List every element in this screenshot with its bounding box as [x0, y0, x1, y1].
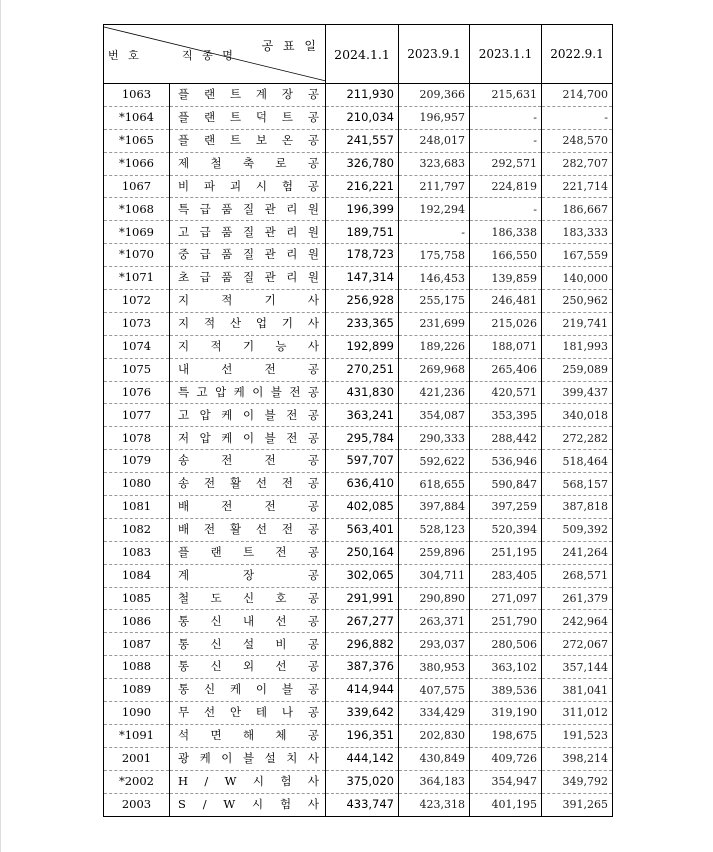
table-row: [104, 312, 613, 335]
wage-value-cell-4: 214,700: [542, 84, 613, 107]
wage-value-cell-2: 430,849: [399, 747, 470, 770]
job-name-cell: [170, 587, 326, 610]
wage-value-cell-2: 354,087: [399, 404, 470, 427]
wage-value-cell-2: 146,453: [399, 267, 470, 290]
corner-label-number: 번 호: [108, 49, 142, 62]
job-name-cell: [170, 106, 326, 129]
table-row: [104, 106, 613, 129]
wage-value-cell-2: 211,797: [399, 175, 470, 198]
job-name-text: 통 신 외 선 공: [178, 659, 319, 674]
job-name-text: 배 전 활 선 전 공: [178, 522, 319, 537]
wage-value-cell-4: 518,464: [542, 450, 613, 473]
job-name-cell: [170, 770, 326, 793]
row-number-cell: 2001: [104, 747, 170, 770]
table-row: [104, 747, 613, 770]
wage-value-cell-4: 183,333: [542, 221, 613, 244]
wage-value-cell-3: 224,819: [470, 175, 542, 198]
job-name-text: 통 신 내 선 공: [178, 613, 319, 628]
wage-value-cell-2: 231,699: [399, 312, 470, 335]
wage-value-cell-3: 363,102: [470, 656, 542, 679]
wage-value-cell-4: 399,437: [542, 381, 613, 404]
wage-value-cell-3: 397,259: [470, 496, 542, 519]
wage-value-cell-2: 364,183: [399, 770, 470, 793]
corner-label-job-name: 직 종 명: [182, 49, 236, 62]
wage-value-cell-2: 380,953: [399, 656, 470, 679]
row-number-cell: 1067: [104, 175, 170, 198]
job-name-cell: [170, 427, 326, 450]
row-number-cell: 1086: [104, 610, 170, 633]
wage-value-cell-2: 259,896: [399, 541, 470, 564]
wage-value-cell-1: 196,399: [326, 198, 399, 221]
table-row: [104, 564, 613, 587]
job-name-cell: [170, 793, 326, 816]
table-row: [104, 358, 613, 381]
job-name-cell: [170, 564, 326, 587]
job-name-text: 지 적 산 업 기 사: [178, 316, 319, 331]
wage-value-cell-2: 334,429: [399, 702, 470, 725]
table-row: [104, 84, 613, 107]
wage-value-cell-1: 375,020: [326, 770, 399, 793]
wage-value-cell-1: 431,830: [326, 381, 399, 404]
wage-value-cell-4: 167,559: [542, 244, 613, 267]
job-name-text: 철 도 신 호 공: [178, 590, 319, 605]
wage-value-cell-3: -: [470, 129, 542, 152]
job-name-cell: [170, 267, 326, 290]
job-name-text: 초 급 품 질 관 리 원: [178, 270, 319, 285]
wage-value-cell-2: 269,968: [399, 358, 470, 381]
job-name-cell: [170, 152, 326, 175]
job-name-cell: [170, 381, 326, 404]
job-name-cell: [170, 496, 326, 519]
job-name-cell: [170, 656, 326, 679]
wage-value-cell-4: 191,523: [542, 724, 613, 747]
job-name-text: 계 장 공: [178, 567, 319, 582]
row-number-cell: 1073: [104, 312, 170, 335]
wage-value-cell-3: 198,675: [470, 724, 542, 747]
job-name-cell: [170, 702, 326, 725]
job-name-cell: [170, 244, 326, 267]
wage-value-cell-3: 354,947: [470, 770, 542, 793]
row-number-cell: 1076: [104, 381, 170, 404]
wage-value-cell-1: 250,164: [326, 541, 399, 564]
wage-value-cell-4: 242,964: [542, 610, 613, 633]
row-number-cell: 2003: [104, 793, 170, 816]
row-number-cell: 1089: [104, 679, 170, 702]
wage-value-cell-3: 215,631: [470, 84, 542, 107]
job-name-cell: [170, 724, 326, 747]
wage-value-cell-1: 210,034: [326, 106, 399, 129]
job-name-cell: [170, 175, 326, 198]
row-number-cell: 1063: [104, 84, 170, 107]
wage-value-cell-1: 402,085: [326, 496, 399, 519]
job-name-text: 지 적 기 사: [178, 293, 319, 308]
column-header-date-4: 2022.9.1: [542, 25, 613, 84]
row-number-cell: *1065: [104, 129, 170, 152]
job-name-text: 석 면 해 체 공: [178, 728, 319, 743]
wage-value-cell-2: 423,318: [399, 793, 470, 816]
job-name-cell: [170, 129, 326, 152]
wage-value-cell-1: 296,882: [326, 633, 399, 656]
job-name-cell: [170, 518, 326, 541]
row-number-cell: *1066: [104, 152, 170, 175]
wage-value-cell-2: 175,758: [399, 244, 470, 267]
row-number-cell: 1080: [104, 473, 170, 496]
row-number-cell: *1064: [104, 106, 170, 129]
column-header-date-2: 2023.9.1: [399, 25, 470, 84]
wage-value-cell-1: 233,365: [326, 312, 399, 335]
table-row: [104, 381, 613, 404]
job-name-text: 특 고 압 케 이 블 전 공: [178, 384, 319, 399]
wage-value-cell-3: 420,571: [470, 381, 542, 404]
job-name-text: 지 적 기 능 사: [178, 338, 319, 353]
wage-value-cell-4: 509,392: [542, 518, 613, 541]
row-number-cell: 1079: [104, 450, 170, 473]
wage-value-cell-2: 209,366: [399, 84, 470, 107]
wage-value-cell-2: 304,711: [399, 564, 470, 587]
table-row: [104, 450, 613, 473]
row-number-cell: 1087: [104, 633, 170, 656]
wage-value-cell-1: 597,707: [326, 450, 399, 473]
wage-value-cell-3: 353,395: [470, 404, 542, 427]
wage-value-cell-1: 189,751: [326, 221, 399, 244]
wage-value-cell-1: 267,277: [326, 610, 399, 633]
wage-value-cell-4: 261,379: [542, 587, 613, 610]
job-name-text: 송 전 전 공: [178, 453, 319, 468]
wage-value-cell-4: 268,571: [542, 564, 613, 587]
wage-value-cell-4: 186,667: [542, 198, 613, 221]
wage-value-cell-1: 414,944: [326, 679, 399, 702]
wage-value-cell-4: 340,018: [542, 404, 613, 427]
table-row: [104, 518, 613, 541]
wage-value-cell-4: 349,792: [542, 770, 613, 793]
row-number-cell: 1084: [104, 564, 170, 587]
wage-value-cell-4: 391,265: [542, 793, 613, 816]
header-corner-cell: [104, 25, 326, 84]
wage-value-cell-3: 319,190: [470, 702, 542, 725]
wage-value-cell-3: 246,481: [470, 290, 542, 313]
wage-value-cell-3: 590,847: [470, 473, 542, 496]
wage-value-cell-2: 407,575: [399, 679, 470, 702]
wage-value-cell-2: 592,622: [399, 450, 470, 473]
row-number-cell: *1091: [104, 724, 170, 747]
row-number-cell: 1075: [104, 358, 170, 381]
job-name-text: 배 전 전 공: [178, 499, 319, 514]
wage-value-cell-4: 241,264: [542, 541, 613, 564]
wage-value-cell-4: 387,818: [542, 496, 613, 519]
table-row: [104, 152, 613, 175]
job-name-cell: [170, 312, 326, 335]
wage-value-cell-3: 139,859: [470, 267, 542, 290]
wage-value-cell-1: 178,723: [326, 244, 399, 267]
table-row: [104, 290, 613, 313]
table-row: [104, 473, 613, 496]
page-left-edge: [0, 0, 1, 852]
table-row: [104, 198, 613, 221]
wage-value-cell-2: 293,037: [399, 633, 470, 656]
wage-value-cell-4: 140,000: [542, 267, 613, 290]
wage-value-cell-4: 398,214: [542, 747, 613, 770]
job-name-cell: [170, 198, 326, 221]
column-header-date-3: 2023.1.1: [470, 25, 542, 84]
job-name-text: 통 신 설 비 공: [178, 636, 319, 651]
wage-value-cell-3: 186,338: [470, 221, 542, 244]
wage-value-cell-2: 255,175: [399, 290, 470, 313]
wage-value-cell-4: 568,157: [542, 473, 613, 496]
wage-value-cell-4: 311,012: [542, 702, 613, 725]
table-row: [104, 770, 613, 793]
row-number-cell: 1074: [104, 335, 170, 358]
wage-value-cell-3: 292,571: [470, 152, 542, 175]
row-number-cell: *1069: [104, 221, 170, 244]
row-number-cell: 1083: [104, 541, 170, 564]
wage-value-cell-2: 263,371: [399, 610, 470, 633]
row-number-cell: *1071: [104, 267, 170, 290]
table-row: [104, 221, 613, 244]
wage-value-cell-3: 251,790: [470, 610, 542, 633]
table-row: [104, 427, 613, 450]
job-name-cell: [170, 404, 326, 427]
wage-value-cell-4: 250,962: [542, 290, 613, 313]
table-row: [104, 541, 613, 564]
table-row: [104, 587, 613, 610]
row-number-cell: 1085: [104, 587, 170, 610]
wage-value-cell-3: 401,195: [470, 793, 542, 816]
wage-value-cell-1: 256,928: [326, 290, 399, 313]
wage-value-cell-3: 188,071: [470, 335, 542, 358]
corner-label-announce-date: 공 표 일: [261, 39, 319, 53]
job-name-text: 고 급 품 질 관 리 원: [178, 224, 319, 239]
job-name-text: S / W 시 험 사: [178, 796, 319, 811]
job-name-cell: [170, 335, 326, 358]
row-number-cell: *1070: [104, 244, 170, 267]
table-row: [104, 496, 613, 519]
wage-value-cell-1: 291,991: [326, 587, 399, 610]
job-name-cell: [170, 290, 326, 313]
table-row: [104, 724, 613, 747]
job-name-text: 플 랜 트 보 온 공: [178, 132, 319, 147]
wage-value-cell-2: 528,123: [399, 518, 470, 541]
table-row: [104, 656, 613, 679]
job-name-text: 플 랜 트 덕 트 공: [178, 110, 319, 125]
table-row: [104, 702, 613, 725]
row-number-cell: 1077: [104, 404, 170, 427]
header-row: [104, 25, 613, 84]
table-row: [104, 129, 613, 152]
job-name-text: 플 랜 트 전 공: [178, 545, 319, 559]
job-name-text: 통 신 케 이 블 공: [178, 682, 319, 697]
job-name-text: 내 선 전 공: [178, 361, 319, 376]
wage-value-cell-3: 251,195: [470, 541, 542, 564]
wage-value-cell-1: 295,784: [326, 427, 399, 450]
wage-value-cell-1: 147,314: [326, 267, 399, 290]
wage-value-cell-2: 189,226: [399, 335, 470, 358]
wage-value-cell-2: 618,655: [399, 473, 470, 496]
row-number-cell: 1088: [104, 656, 170, 679]
column-header-date-1: 2024.1.1: [326, 25, 399, 84]
wage-value-cell-3: 520,394: [470, 518, 542, 541]
row-number-cell: 1078: [104, 427, 170, 450]
job-name-cell: [170, 358, 326, 381]
wage-value-cell-3: 288,442: [470, 427, 542, 450]
wage-value-cell-1: 636,410: [326, 473, 399, 496]
wage-value-cell-4: 181,993: [542, 335, 613, 358]
job-name-text: 비 파 괴 시 험 공: [178, 178, 319, 193]
wage-value-cell-3: -: [470, 198, 542, 221]
wage-value-cell-1: 326,780: [326, 152, 399, 175]
table-row: [104, 404, 613, 427]
wage-value-cell-4: 282,707: [542, 152, 613, 175]
job-name-cell: [170, 610, 326, 633]
wage-value-cell-3: 166,550: [470, 244, 542, 267]
wage-value-cell-3: 409,726: [470, 747, 542, 770]
wage-value-cell-3: 283,405: [470, 564, 542, 587]
wage-value-cell-2: 421,236: [399, 381, 470, 404]
wage-value-cell-2: 196,957: [399, 106, 470, 129]
wage-value-cell-2: 202,830: [399, 724, 470, 747]
wage-value-cell-2: 248,017: [399, 129, 470, 152]
job-name-text: 중 급 품 질 관 리 원: [178, 247, 319, 262]
job-name-cell: [170, 473, 326, 496]
wage-value-cell-2: 323,683: [399, 152, 470, 175]
table-row: [104, 610, 613, 633]
table-row: [104, 679, 613, 702]
wage-value-cell-4: 248,570: [542, 129, 613, 152]
wage-value-cell-3: 271,097: [470, 587, 542, 610]
job-name-text: 무 선 안 테 나 공: [178, 705, 319, 720]
job-name-text: 저 압 케 이 블 전 공: [178, 430, 319, 445]
wage-value-cell-1: 302,065: [326, 564, 399, 587]
job-name-cell: [170, 450, 326, 473]
wage-value-cell-1: 563,401: [326, 518, 399, 541]
wage-value-cell-1: 387,376: [326, 656, 399, 679]
job-name-text: 광 케 이 블 설 치 사: [178, 751, 319, 766]
table-row: [104, 175, 613, 198]
wage-value-cell-2: 290,333: [399, 427, 470, 450]
job-name-cell: [170, 747, 326, 770]
job-name-text: 특 급 품 질 관 리 원: [178, 201, 319, 216]
job-name-text: 제 철 축 로 공: [178, 155, 319, 170]
wage-value-cell-1: 192,899: [326, 335, 399, 358]
wage-value-cell-1: 363,241: [326, 404, 399, 427]
row-number-cell: 1082: [104, 518, 170, 541]
wage-value-cell-3: 389,536: [470, 679, 542, 702]
wage-value-cell-3: -: [470, 106, 542, 129]
job-name-cell: [170, 84, 326, 107]
row-number-cell: 1090: [104, 702, 170, 725]
row-number-cell: *2002: [104, 770, 170, 793]
wage-value-cell-3: 536,946: [470, 450, 542, 473]
wage-value-cell-3: 215,026: [470, 312, 542, 335]
wage-value-cell-3: 280,506: [470, 633, 542, 656]
wage-value-cell-1: 270,251: [326, 358, 399, 381]
wage-value-cell-4: 381,041: [542, 679, 613, 702]
table-row: [104, 633, 613, 656]
wage-value-cell-4: -: [542, 106, 613, 129]
row-number-cell: 1072: [104, 290, 170, 313]
wage-value-cell-1: 433,747: [326, 793, 399, 816]
wage-value-cell-2: 397,884: [399, 496, 470, 519]
wage-value-cell-1: 241,557: [326, 129, 399, 152]
job-name-cell: [170, 633, 326, 656]
job-name-cell: [170, 541, 326, 564]
wage-value-cell-1: 211,930: [326, 84, 399, 107]
wage-table: [103, 24, 613, 817]
job-name-cell: [170, 221, 326, 244]
wage-value-cell-4: 259,089: [542, 358, 613, 381]
job-name-text: 플 랜 트 계 장 공: [178, 87, 319, 102]
wage-value-cell-2: -: [399, 221, 470, 244]
row-number-cell: 1081: [104, 496, 170, 519]
wage-value-cell-1: 444,142: [326, 747, 399, 770]
wage-value-cell-4: 219,741: [542, 312, 613, 335]
job-name-text: 송 전 활 선 전 공: [178, 476, 319, 491]
wage-value-cell-4: 221,714: [542, 175, 613, 198]
job-name-text: H / W 시 험 사: [178, 773, 319, 788]
table-row: [104, 244, 613, 267]
table-row: [104, 335, 613, 358]
wage-value-cell-1: 216,221: [326, 175, 399, 198]
wage-value-cell-2: 192,294: [399, 198, 470, 221]
wage-value-cell-2: 290,890: [399, 587, 470, 610]
job-name-text: 고 압 케 이 블 전 공: [178, 407, 319, 422]
wage-value-cell-3: 265,406: [470, 358, 542, 381]
table-row: [104, 267, 613, 290]
wage-value-cell-1: 339,642: [326, 702, 399, 725]
wage-value-cell-4: 272,067: [542, 633, 613, 656]
table-row: [104, 793, 613, 816]
job-name-cell: [170, 679, 326, 702]
wage-value-cell-4: 272,282: [542, 427, 613, 450]
row-number-cell: *1068: [104, 198, 170, 221]
wage-value-cell-4: 357,144: [542, 656, 613, 679]
wage-value-cell-1: 196,351: [326, 724, 399, 747]
